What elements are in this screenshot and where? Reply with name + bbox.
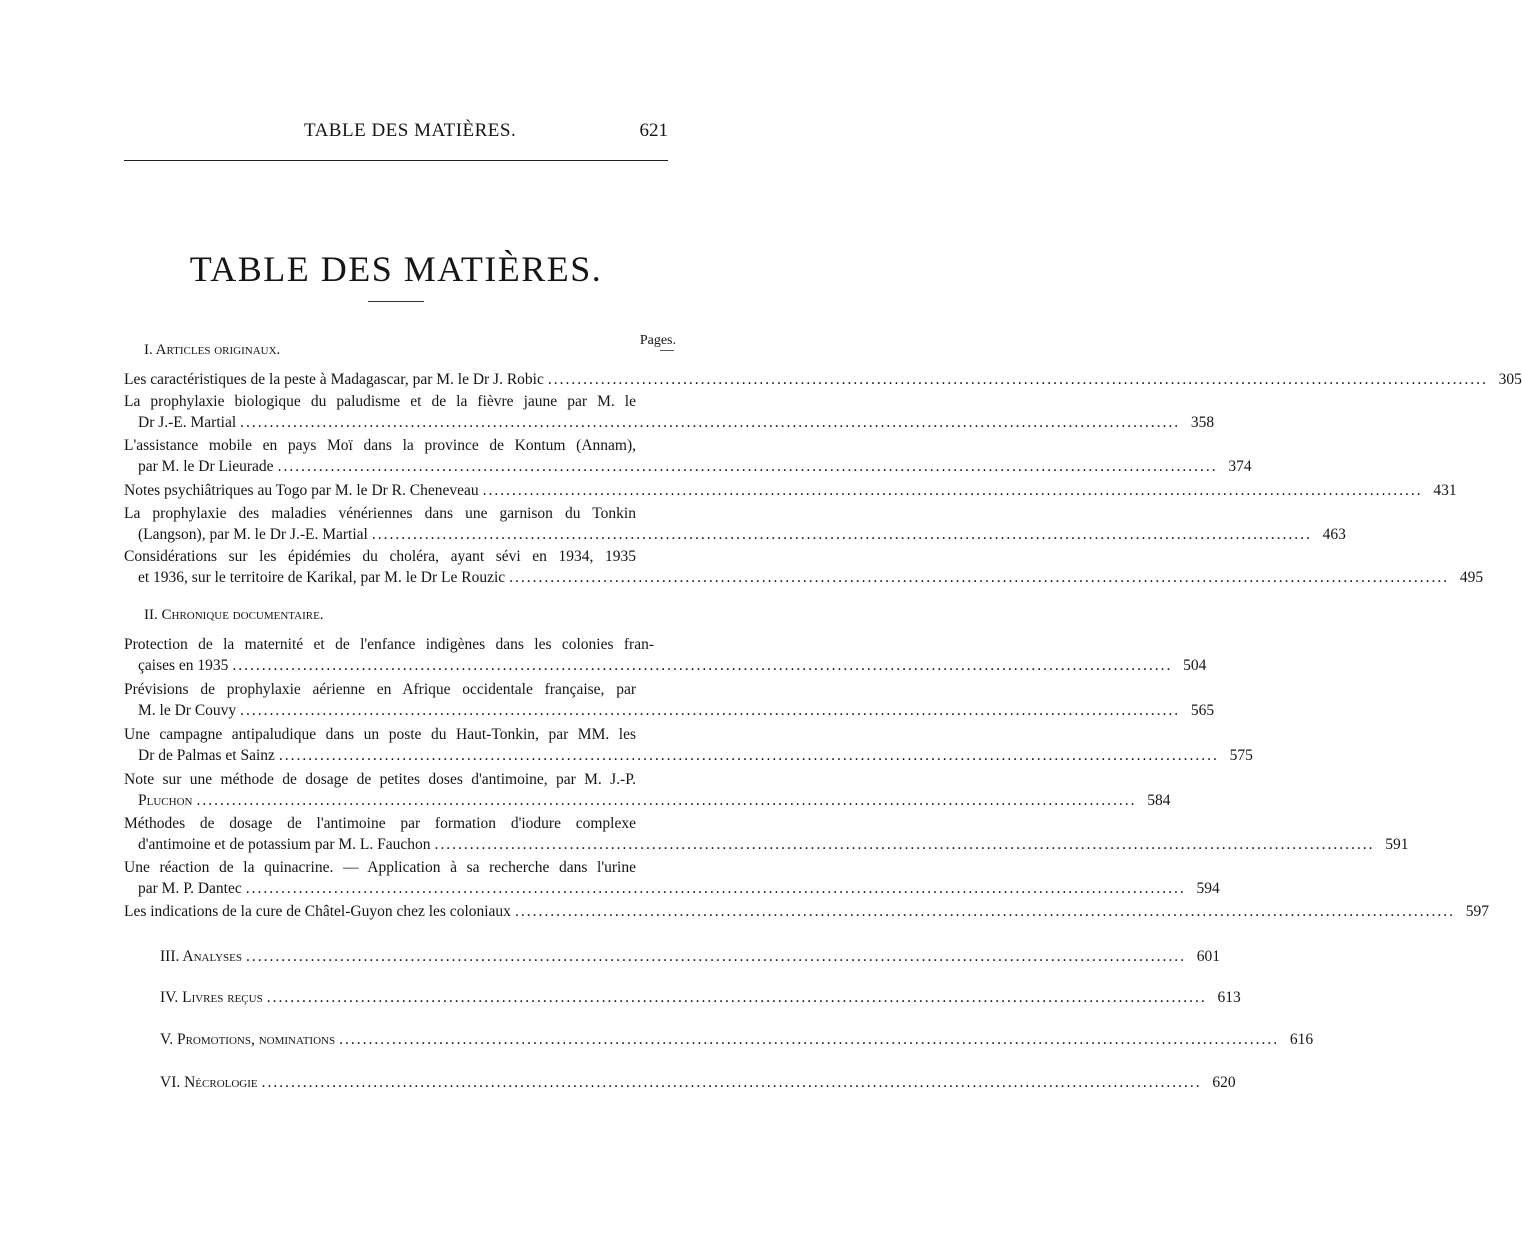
entry-page: 305: [1498, 371, 1522, 388]
entry-text: Considérations sur les épidémies du choléra, ayant sévi en 1934, 1935: [124, 548, 636, 565]
toc-entry: [124, 813, 1409, 855]
entry-text: Une campagne antipaludique dans un poste du Haut-Tonkin, par MM. les: [124, 726, 636, 743]
section-heading-3: III. Analyses: [160, 948, 242, 965]
entry-text: Les caractéristiques de la peste à Madagascar, par M. le Dr J. Robic: [124, 371, 544, 388]
section-heading-2: II. Chronique documentaire.: [144, 607, 324, 623]
toc-entry: [124, 435, 1252, 477]
entry-text-cont: (Langson), par M. le Dr J.-E. Martial: [138, 526, 368, 543]
entry-page: 358: [1190, 414, 1215, 431]
leader-dots: [278, 456, 1218, 477]
leader-dots: [548, 369, 1488, 390]
leader-dots: [240, 412, 1180, 433]
entry-page: 620: [1212, 1074, 1236, 1091]
entry-page: 374: [1228, 458, 1252, 475]
entry-text-cont: çaises en 1935: [138, 657, 229, 674]
section-heading-1: I. Articles originaux.: [144, 342, 281, 358]
toc-entry: [124, 503, 1346, 545]
entry-text-cont: d'antimoine et de potassium par M. L. Fauchon: [138, 836, 431, 853]
entry-text: La prophylaxie biologique du paludisme et de la fièvre jaune par M. le: [124, 393, 636, 410]
title-rule: [368, 301, 424, 302]
entry-page: 597: [1465, 903, 1489, 920]
entry-text: Une réaction de la quinacrine. — Application à sa recherche dans l'urine: [124, 859, 636, 876]
running-head: [124, 120, 668, 142]
entry-page: 584: [1147, 792, 1171, 809]
toc-section-entry: [160, 987, 1241, 1008]
entry-text-cont: par M. P. Dantec: [138, 880, 242, 897]
toc-section-entry: [160, 1072, 1236, 1093]
entry-page: 591: [1385, 836, 1409, 853]
toc-entry: [124, 857, 1220, 899]
entry-page: 463: [1322, 526, 1346, 543]
toc-entry: [124, 769, 1171, 811]
leader-dots: [435, 834, 1375, 855]
leader-dots: [246, 946, 1186, 967]
leader-dots: [515, 901, 1455, 922]
leader-dots: [262, 1072, 1202, 1093]
entry-text: Méthodes de dosage de l'antimoine par formation d'iodure complexe: [124, 815, 636, 832]
entry-text: Protection de la maternité et de l'enfance indigènes dans les colonies fran-: [124, 636, 654, 653]
entry-text-cont: M. le Dr Couvy: [138, 702, 237, 719]
leader-dots: [483, 480, 1423, 501]
entry-text-cont: Dr J.-E. Martial: [138, 414, 237, 431]
section-heading-6: VI. Nécrologie: [160, 1074, 258, 1091]
toc-entry: [124, 634, 1207, 676]
toc-entry: [124, 480, 1457, 501]
header-rule: [124, 160, 668, 161]
page-number: 621: [639, 120, 668, 141]
leader-dots: [246, 878, 1186, 899]
entry-text: La prophylaxie des maladies vénériennes dans une garnison du Tonkin: [124, 505, 636, 522]
toc-entry: [124, 391, 1215, 433]
leader-dots: [509, 567, 1449, 588]
entry-text-cont: par M. le Dr Lieurade: [138, 458, 274, 475]
entry-page: 616: [1289, 1031, 1314, 1048]
entry-text-cont: Dr de Palmas et Sainz: [138, 747, 275, 764]
section-heading-4: IV. Livres reçus: [160, 989, 263, 1006]
entry-text-cont: et 1936, sur le territoire de Karikal, par M. le Dr Le Rouzic: [138, 569, 506, 586]
toc-entry: [124, 901, 1489, 922]
leader-dots: [372, 524, 1312, 545]
leader-dots: [279, 745, 1219, 766]
leader-dots: [267, 987, 1207, 1008]
entry-text: Note sur une méthode de dosage de petites doses d'antimoine, par M. J.-P.: [124, 771, 636, 788]
entry-text: Prévisions de prophylaxie aérienne en Afrique occidentale française, par: [124, 681, 636, 698]
entry-page: 594: [1196, 880, 1220, 897]
running-head-title: TABLE DES MATIÈRES.: [304, 120, 517, 141]
section-heading-5: V. Promotions, nominations: [160, 1031, 336, 1048]
toc-entry: [124, 679, 1215, 721]
toc-section-entry: [160, 946, 1220, 967]
toc-section-entry: [160, 1029, 1314, 1050]
entry-page: 504: [1183, 657, 1207, 674]
toc-entry: [124, 724, 1253, 766]
entry-text-cont: Pluchon: [138, 792, 193, 809]
entry-page: 431: [1433, 482, 1457, 499]
entry-text: Notes psychiâtriques au Togo par M. le Dr R. Cheneveau: [124, 482, 479, 499]
toc-entry: [124, 546, 1484, 588]
leader-dots: [232, 655, 1172, 676]
page-title: TABLE DES MATIÈRES.: [189, 249, 603, 289]
toc-entry: [124, 369, 1522, 390]
pages-column-label: Pages.: [639, 333, 676, 348]
entry-page: 575: [1229, 747, 1253, 764]
entry-page: 601: [1196, 948, 1220, 965]
entry-page: 613: [1217, 989, 1241, 1006]
leader-dots: [196, 790, 1136, 811]
entry-page: 565: [1190, 702, 1215, 719]
leader-dots: [339, 1029, 1279, 1050]
entry-page: 495: [1459, 569, 1484, 586]
leader-dots: [240, 700, 1180, 721]
entry-text: L'assistance mobile en pays Moï dans la province de Kontum (Annam),: [124, 437, 636, 454]
entry-text: Les indications de la cure de Châtel-Guyon chez les coloniaux: [124, 903, 511, 920]
pages-dash: [660, 350, 674, 351]
